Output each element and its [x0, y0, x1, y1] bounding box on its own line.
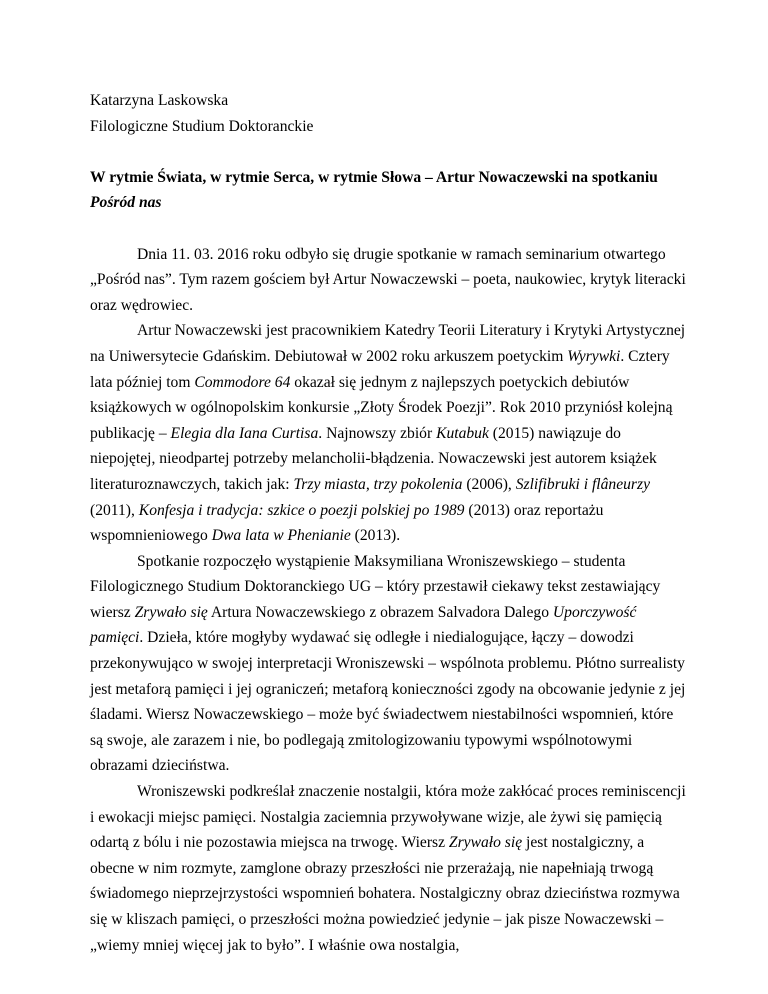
spacer: [90, 216, 690, 242]
paragraph: [90, 318, 690, 548]
paragraph-text: (2015) nawiązuje do niepojętej, nieodpartej potrzeby melancholii-błądzenia. Nowaczewski jest autorem książek literaturoznawczych, takich jak:: [90, 424, 657, 493]
paragraph-text: (2011),: [90, 501, 139, 519]
paragraph-text: . Najnowszy zbiór: [318, 424, 437, 442]
document-page: [90, 88, 690, 958]
paragraph-text: Artur Nowaczewski jest pracownikiem Katedry Teorii Literatury i Krytyki Artystycznej na Uniwersytecie Gdańskim. Debiutował w 2002 roku arkuszem poetyckim: [90, 322, 686, 365]
paragraph-text: . Dzieła, które mogłyby wydawać się odległe i niedialogujące, łączy – dowodzi przekonywująco w swojej interpretacji Wroniszewski – wspólnota problemu. Płótno surrealisty jest metaforą pamięci i jej ograniczeń; metaforą konieczności zgody na obcowanie jedynie z jej śladami. Wiersz Nowaczewskiego – może być świadectwem niestabilności wspomnień, które są swoje, ale zarazem i nie, bo podlegają zmitologizowaniu typowymi wspólnotowymi obrazami dzieciństwa.: [90, 629, 686, 775]
paragraph-text: Spotkanie rozpoczęło wystąpienie Maksymiliana Wroniszewskiego – studenta Filologicznego Studium Doktoranckiego UG – który przestawił ciekawy tekst zestawiający wiersz: [90, 552, 661, 621]
italic-title-text: Uporczywość pamięci: [90, 603, 637, 647]
italic-title-text: Zrywało się: [134, 603, 208, 621]
author-affiliation: Filologiczne Studium Doktoranckie: [90, 117, 314, 135]
paragraph-text: Dnia 11. 03. 2016 roku odbyło się drugie spotkanie w ramach seminarium otwartego „Pośród nas”. Tym razem gościem był Artur Nowaczewski – poeta, naukowiec, krytyk literacki oraz wędrowiec.: [90, 245, 686, 314]
paragraph-text: (2013).: [350, 527, 401, 545]
italic-title-text: Kutabuk: [436, 424, 489, 442]
paragraph-text: Artura Nowaczewskiego z obrazem Salvadora Dalego: [207, 603, 553, 621]
paragraph-text: Wroniszewski podkreślał znaczenie nostalgii, która może zakłócać proces reminiscencji i ewokacji miejsc pamięci. Nostalgia zaciemnia przywoływane wizje, ale żywi się pamięcią odartą z bólu i nie pozostawia miejsca na trwogę. Wiersz: [90, 783, 686, 852]
paragraph-text: . Cztery lata później tom: [90, 347, 670, 391]
paragraph: [90, 549, 690, 779]
author-name: Katarzyna Laskowska: [90, 92, 229, 109]
paragraph-text: (2013) oraz reportażu wspomnieniowego: [90, 501, 604, 545]
italic-title-text: Wyrywki: [567, 347, 621, 365]
paragraph: [90, 779, 690, 958]
italic-title-text: Commodore 64: [194, 373, 291, 391]
paragraph-text: (2006),: [462, 475, 516, 493]
article-title-main: W rytmie Świata, w rytmie Serca, w rytmie Słowa – Artur Nowaczewski na spotkaniu: [90, 168, 658, 186]
italic-title-text: Konfesja i tradycja: szkice o poezji polskiej po 1989: [138, 501, 465, 519]
article-body: [90, 242, 690, 959]
italic-title-text: Szlifibruki i flâneurzy: [515, 475, 650, 493]
italic-title-text: Elegia dla Iana Curtisa: [170, 424, 319, 442]
paragraph-text: jest nostalgiczny, a obecne w nim rozmyte, zamglone obrazy przeszłości nie przerażają, nie napełniają trwogą świadomego nieprzejrzystości wspomnień bohatera. Nostalgiczny obraz dzieciństwa rozmywa się w kliszach pamięci, o przeszłości można powiedzieć jedynie – jak pisze Nowaczewski – „wiemy mniej więcej jak to było”. I właśnie owa nostalgia,: [90, 834, 680, 954]
paragraph-text: okazał się jednym z najlepszych poetyckich debiutów książkowych w ogólnopolskim konkursie „Złoty Środek Poezji”. Rok 2010 przyniósł kolejną publikację –: [90, 373, 673, 442]
italic-title-text: Trzy miasta, trzy pokolenia: [293, 475, 463, 493]
italic-title-text: Zrywało się: [448, 834, 523, 852]
italic-title-text: Dwa lata w Phenianie: [211, 527, 351, 545]
article-title-sub: Pośród nas: [90, 194, 162, 212]
article-title: [90, 165, 690, 216]
paragraph: [90, 242, 690, 319]
